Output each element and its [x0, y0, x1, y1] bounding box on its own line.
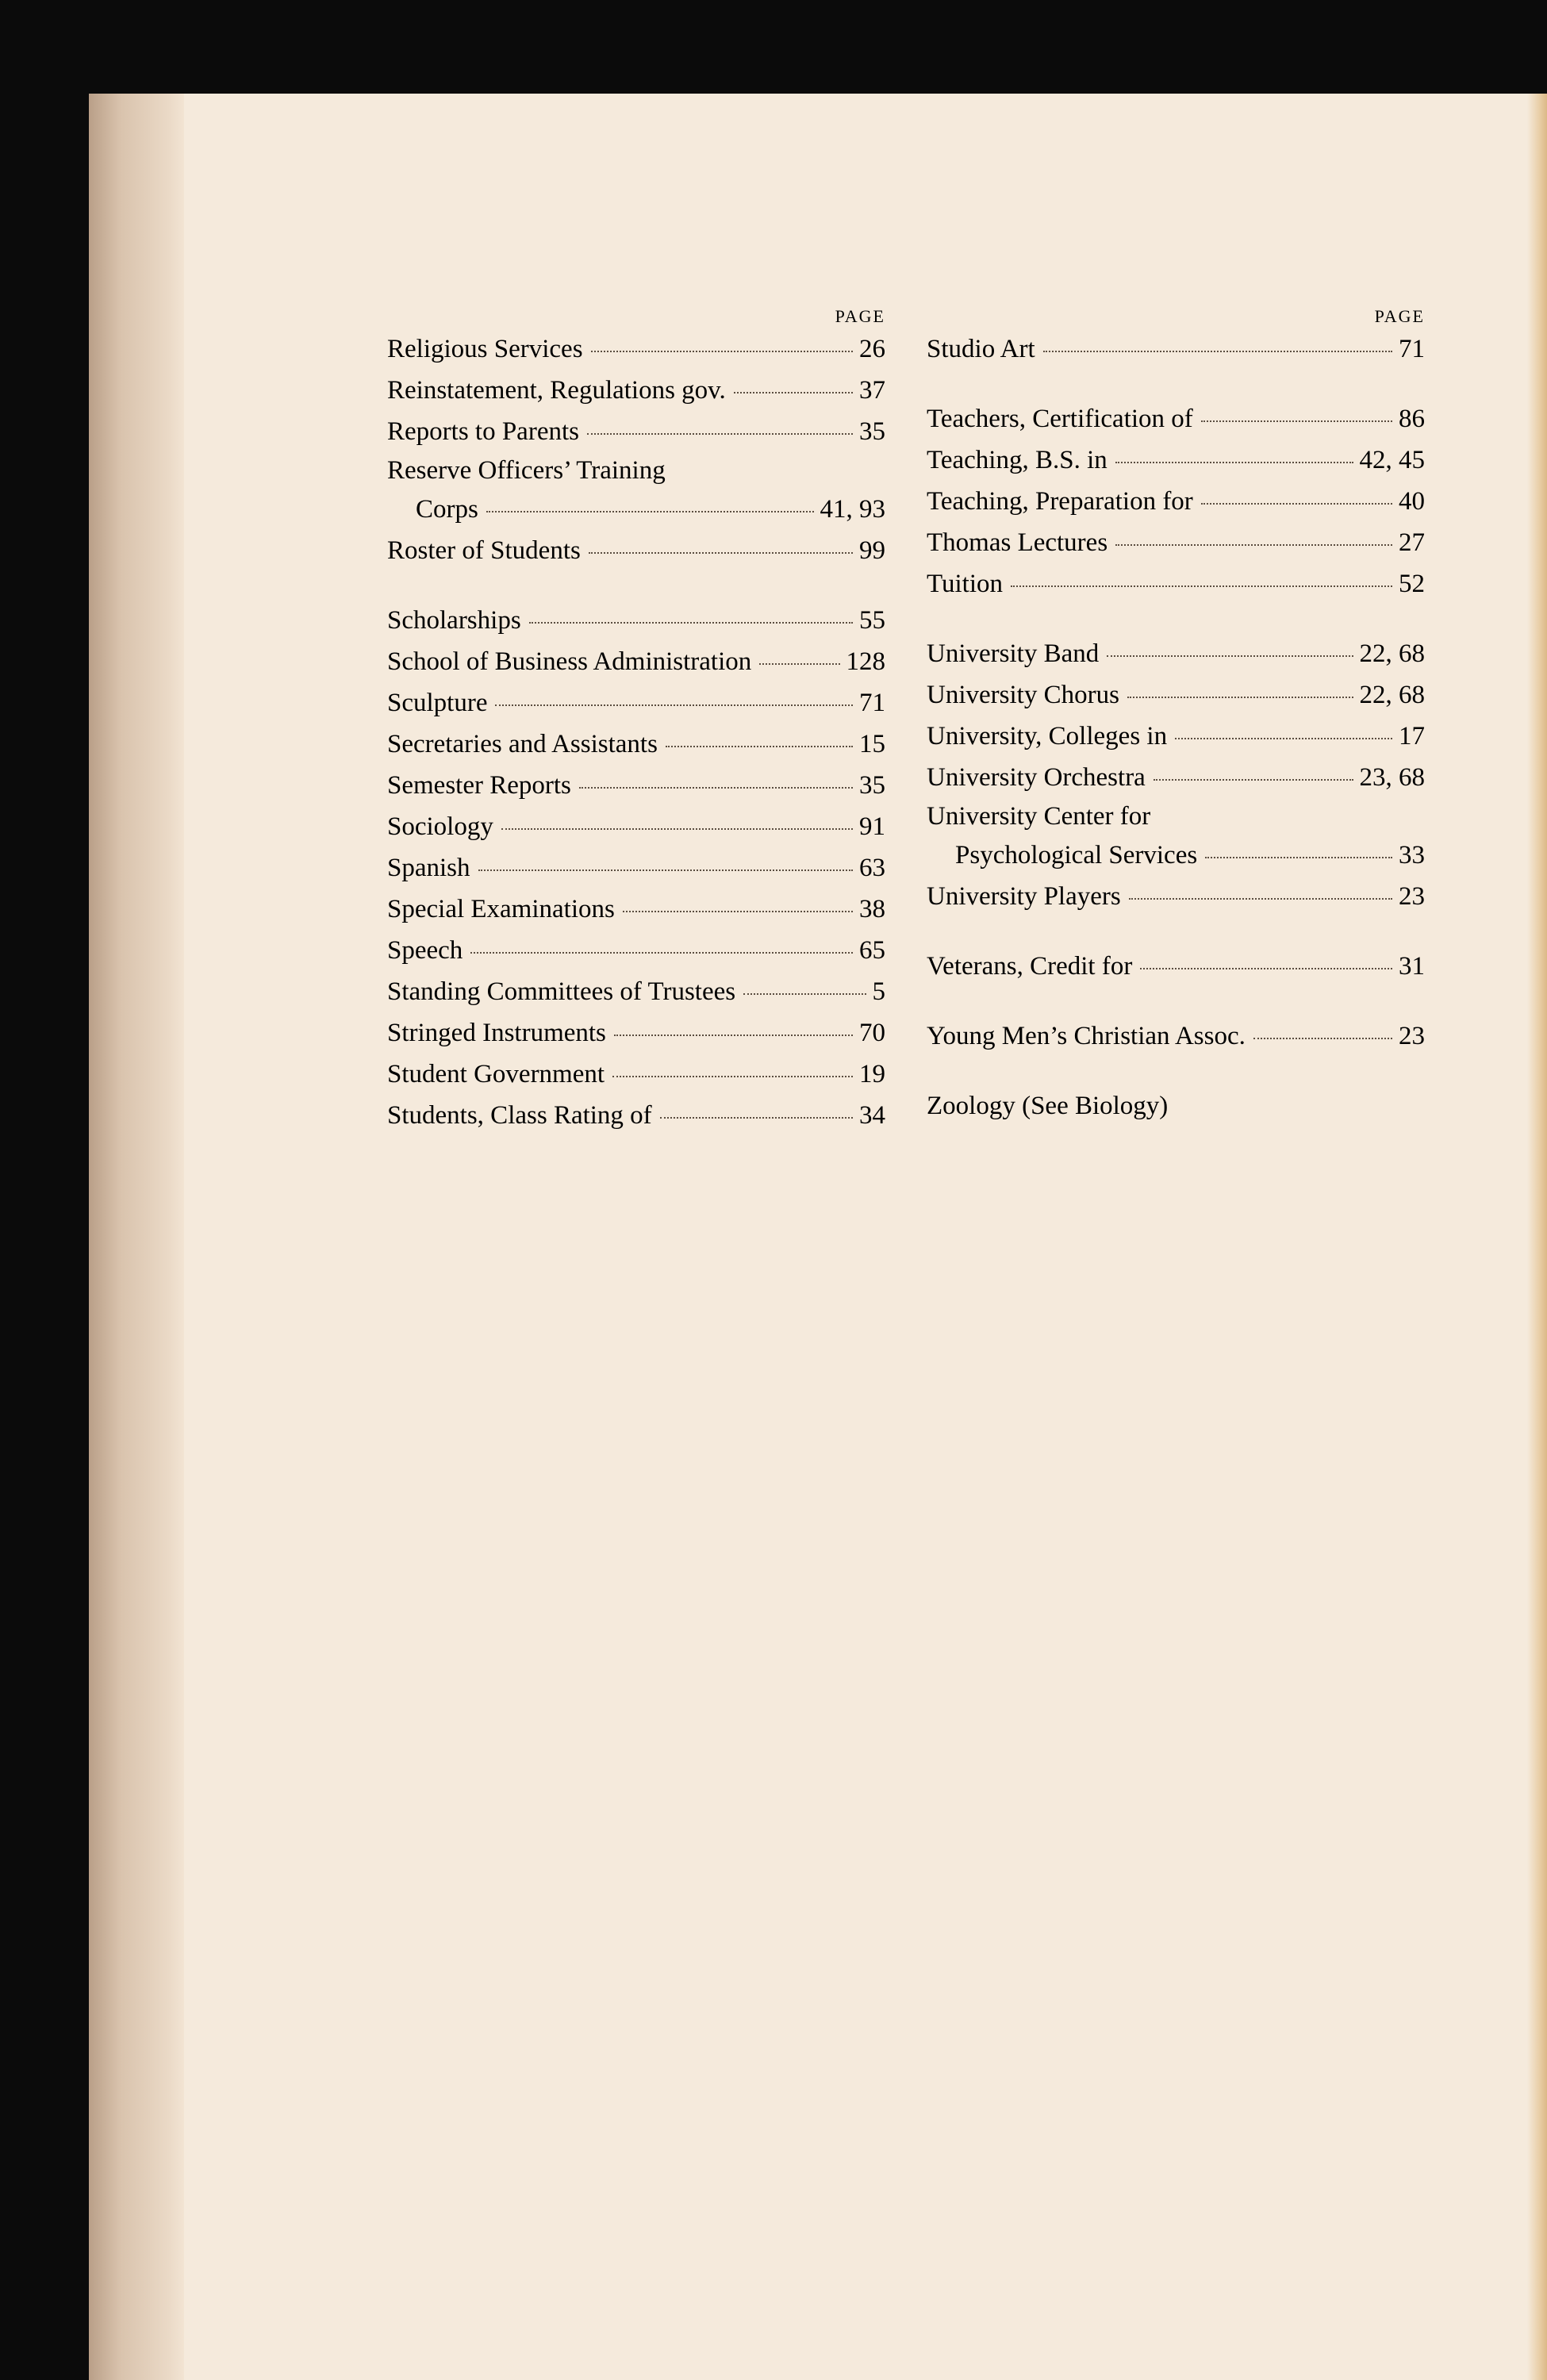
index-page-number: 33: [1399, 841, 1425, 869]
dot-leader: [478, 869, 853, 871]
index-entry-label: Semester Reports: [387, 771, 571, 800]
index-entry: [927, 398, 1425, 440]
index-entry-label: Special Examinations: [387, 895, 615, 923]
dot-leader: [1201, 503, 1392, 505]
page-column-header: PAGE: [835, 306, 885, 326]
dot-leader: [612, 1076, 853, 1077]
index-entry-label: Reinstatement, Regulations gov.: [387, 376, 726, 405]
dot-leader: [1175, 738, 1392, 739]
index-page-number: 91: [859, 812, 885, 841]
index-entry: [927, 440, 1425, 481]
dot-leader: [1205, 857, 1392, 858]
index-entry-label: Corps: [416, 495, 478, 524]
dot-leader: [1129, 898, 1392, 900]
index-entries-right: [927, 328, 1425, 1127]
index-entry: [927, 946, 1425, 987]
index-entry-label: University Chorus: [927, 681, 1119, 709]
dot-leader: [1011, 585, 1392, 587]
dot-leader: [1201, 420, 1392, 422]
group-spacer: [927, 370, 1425, 398]
index-entry: [387, 765, 885, 806]
index-page-number: 70: [859, 1019, 885, 1047]
dot-leader: [1127, 697, 1353, 698]
dot-leader: [470, 952, 853, 954]
index-entry: [387, 847, 885, 889]
index-entry-label: Speech: [387, 936, 463, 965]
dot-leader: [1115, 462, 1353, 463]
index-entry-label: Students, Class Rating of: [387, 1101, 652, 1130]
dot-leader: [734, 392, 853, 393]
dot-leader: [614, 1035, 853, 1036]
index-entry-label: Studio Art: [927, 335, 1035, 363]
index-entry-label: Young Men’s Christian Assoc.: [927, 1022, 1246, 1050]
index-entry: [927, 522, 1425, 563]
index-entry: [927, 1015, 1425, 1057]
group-spacer: [387, 571, 885, 600]
index-entry: [387, 1095, 885, 1136]
dot-leader: [1115, 544, 1392, 546]
index-page-number: 17: [1399, 722, 1425, 750]
page-column-header: PAGE: [1374, 306, 1425, 326]
dot-leader: [1154, 779, 1353, 781]
group-spacer: [927, 917, 1425, 946]
group-spacer: [927, 1057, 1425, 1085]
index-page-number: 63: [859, 854, 885, 882]
index-entry: [927, 876, 1425, 917]
dot-leader: [589, 552, 853, 554]
index-page-number: 35: [859, 417, 885, 446]
index-entry: [927, 328, 1425, 370]
index-entry: [387, 530, 885, 571]
index-page-number: 15: [859, 730, 885, 758]
index-entry-label: Thomas Lectures: [927, 528, 1108, 557]
index-entry: [927, 835, 1425, 876]
index-page-number: 23: [1399, 882, 1425, 911]
index-entry-label: Student Government: [387, 1060, 605, 1088]
index-entry: [387, 411, 885, 452]
index-entry: [927, 674, 1425, 716]
dot-leader: [587, 433, 853, 435]
index-entry: [387, 489, 885, 530]
dot-leader: [759, 663, 839, 665]
index-entry-label: Roster of Students: [387, 536, 581, 565]
index-page-number: 26: [859, 335, 885, 363]
index-page-number: 65: [859, 936, 885, 965]
index-page-number: 71: [1399, 335, 1425, 363]
index-entry-label: University Players: [927, 882, 1121, 911]
dot-leader: [579, 787, 853, 789]
dot-leader: [1107, 655, 1353, 657]
dot-leader: [486, 511, 814, 512]
index-page-number: 19: [859, 1060, 885, 1088]
index-entry-label: Sociology: [387, 812, 493, 841]
index-entry: [387, 328, 885, 370]
index-page-number: 23, 68: [1359, 763, 1425, 792]
index-entry: [387, 600, 885, 641]
dot-leader: [666, 746, 853, 747]
index-entry-label: Religious Services: [387, 335, 583, 363]
index-entry-heading: Reserve Officers’ Training: [387, 456, 666, 485]
index-entry: [387, 1054, 885, 1095]
index-column-right: [927, 305, 1425, 1127]
dot-leader: [1140, 968, 1392, 969]
index-page-number: 71: [859, 689, 885, 717]
index-entry: [387, 971, 885, 1012]
index-entry: [927, 716, 1425, 757]
index-page-number: 128: [846, 647, 885, 676]
index-entry: [387, 724, 885, 765]
group-spacer: [927, 605, 1425, 633]
index-entry-label: Reports to Parents: [387, 417, 579, 446]
index-entry-label: Psychological Services: [955, 841, 1198, 869]
index-entry-label: University Orchestra: [927, 763, 1146, 792]
index-entry-label: Veterans, Credit for: [927, 952, 1133, 981]
index-entry-label: Zoology (See Biology): [927, 1092, 1169, 1120]
index-entry-label: Sculpture: [387, 689, 488, 717]
index-entry: [927, 481, 1425, 522]
page-gutter-shadow: [1527, 94, 1547, 2380]
index-page-number: 34: [859, 1101, 885, 1130]
index-entry-label: Stringed Instruments: [387, 1019, 606, 1047]
index-page-number: 38: [859, 895, 885, 923]
index-entry: [387, 1012, 885, 1054]
index-entry: [387, 806, 885, 847]
dot-leader: [623, 911, 853, 912]
index-page-number: 41, 93: [820, 495, 885, 524]
index-entry: [927, 563, 1425, 605]
index-entry-label: Tuition: [927, 570, 1004, 598]
index-page-number: 22, 68: [1359, 681, 1425, 709]
index-entry-label: Spanish: [387, 854, 470, 882]
index-entry: [387, 682, 885, 724]
dot-leader: [501, 828, 853, 830]
index-column-left: [387, 305, 885, 1136]
dot-leader: [591, 351, 853, 352]
index-entry-label: Standing Committees of Trustees: [387, 977, 736, 1006]
index-entry: [387, 641, 885, 682]
index-page-number: 35: [859, 771, 885, 800]
index-entries-left: [387, 328, 885, 1136]
index-entry: [927, 757, 1425, 798]
index-page-number: 23: [1399, 1022, 1425, 1050]
dot-leader: [529, 622, 853, 624]
index-entry-label: Teaching, B.S. in: [927, 446, 1107, 474]
dot-leader: [743, 993, 866, 995]
index-page-number: 52: [1399, 570, 1425, 598]
index-entry-heading: University Center for: [927, 802, 1151, 831]
index-page-number: 5: [872, 977, 885, 1006]
index-entry: [927, 1085, 1425, 1127]
index-entry-label: Secretaries and Assistants: [387, 730, 658, 758]
index-page-number: 37: [859, 376, 885, 405]
dot-leader: [660, 1117, 853, 1119]
dot-leader: [495, 704, 853, 706]
index-page-number: 40: [1399, 487, 1425, 516]
index-page-number: 27: [1399, 528, 1425, 557]
index-entry: [387, 930, 885, 971]
index-entry: [387, 370, 885, 411]
index-page-number: 55: [859, 606, 885, 635]
index-entry-label: University Band: [927, 639, 1100, 668]
index-entry: [387, 889, 885, 930]
index-page-number: 31: [1399, 952, 1425, 981]
index-entry-label: Teaching, Preparation for: [927, 487, 1193, 516]
dot-leader: [1253, 1038, 1392, 1039]
index-entry: [927, 633, 1425, 674]
index-entry-label: Scholarships: [387, 606, 521, 635]
index-entry-label: Teachers, Certification of: [927, 405, 1193, 433]
index-entry-label: School of Business Administration: [387, 647, 752, 676]
dot-leader: [1043, 351, 1392, 352]
index-page-number: 22, 68: [1359, 639, 1425, 668]
index-page-number: 42, 45: [1359, 446, 1425, 474]
index-page-number: 99: [859, 536, 885, 565]
group-spacer: [927, 987, 1425, 1015]
index-page-number: 86: [1399, 405, 1425, 433]
index-entry-label: University, Colleges in: [927, 722, 1168, 750]
